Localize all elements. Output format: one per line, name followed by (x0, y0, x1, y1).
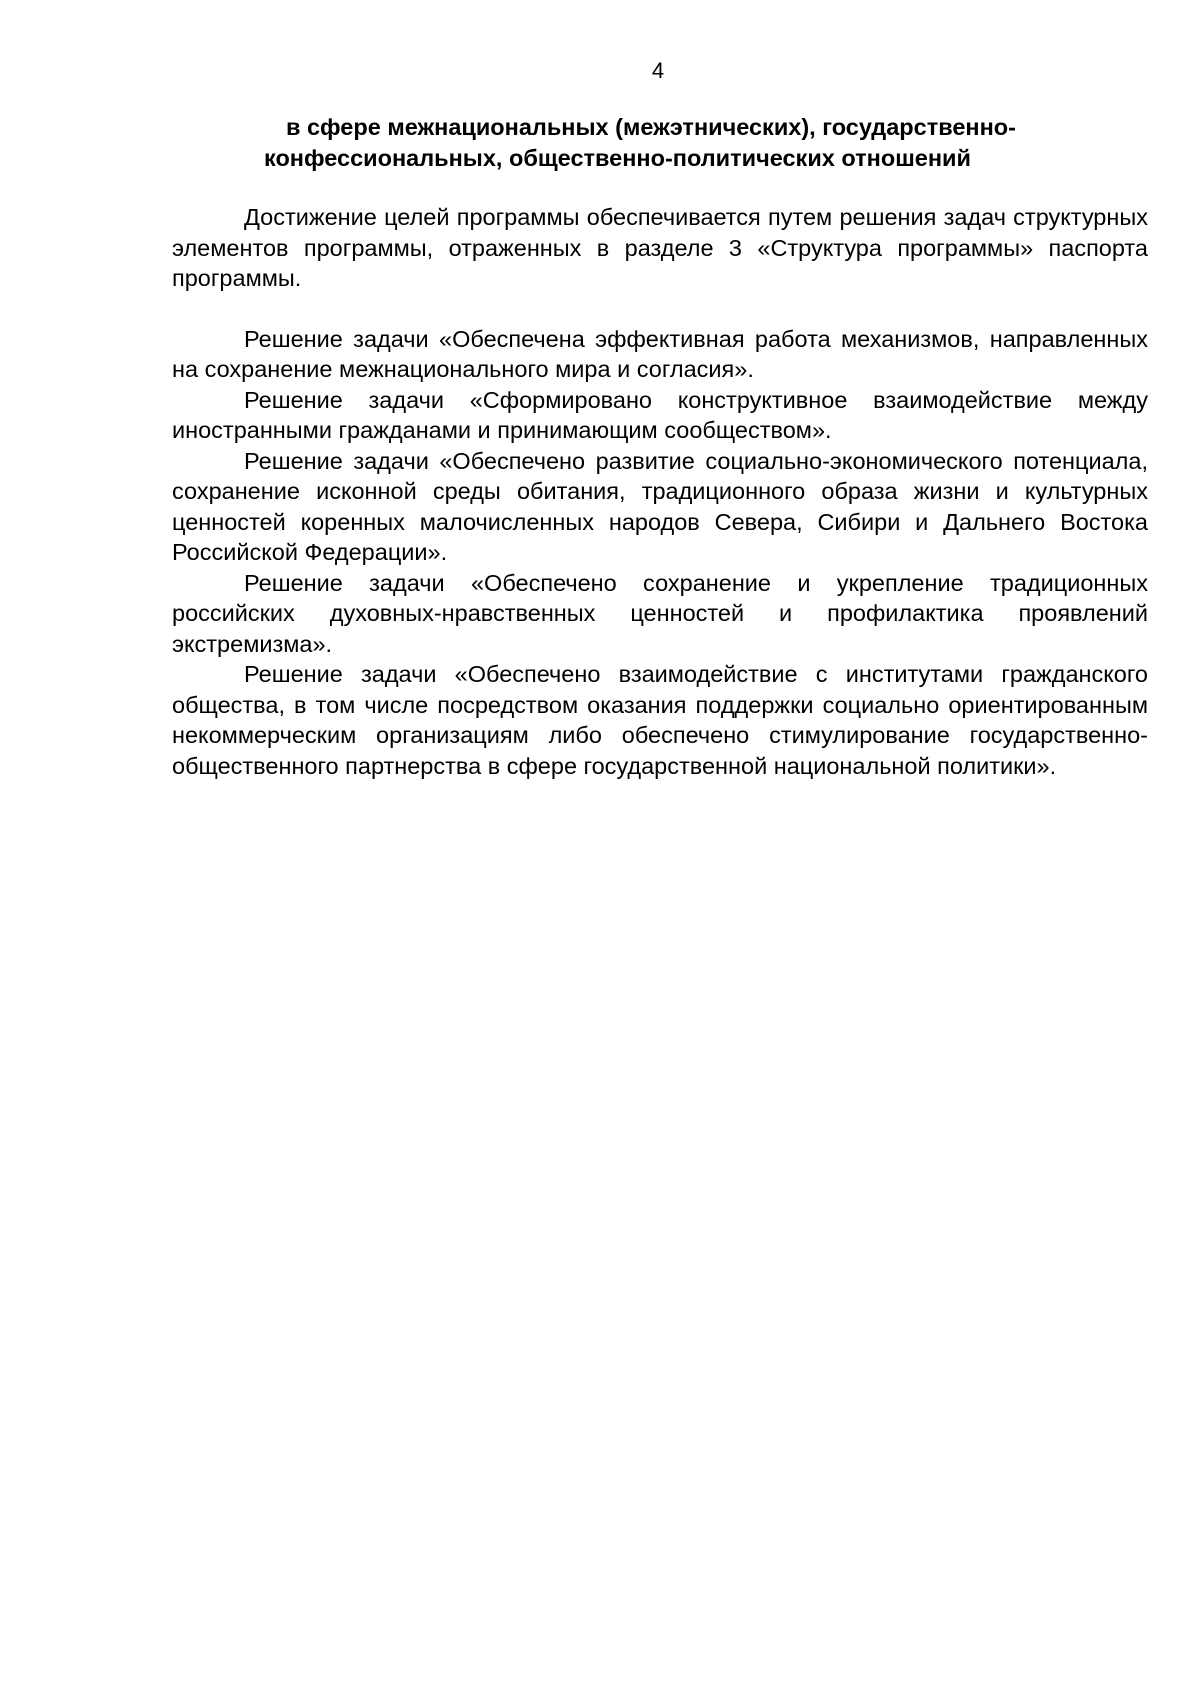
section-heading (172, 112, 1148, 174)
document-body (172, 112, 1148, 781)
task-paragraph-1: Решение задачи «Обеспечена эффективная работа механизмов, направленных на сохранение межнационального мира и согласия». (172, 325, 1148, 382)
task-paragraph-5: Решение задачи «Обеспечено взаимодействие с институтами гражданского общества, в том числе посредством оказания поддержки социально ориентированным некоммерческим организациям либо обеспечено стимулирование государственно-общественного партнерства в сфере государственной национальной политики». (172, 661, 1148, 779)
section-heading-line-2: конфессиональных, общественно-политических отношений (264, 145, 971, 171)
intro-paragraph: Достижение целей программы обеспечивается путем решения задач структурных элементов программы, отраженных в разделе 3 «Структура программы» паспорта программы. (172, 204, 1148, 291)
task-paragraph-3: Решение задачи «Обеспечено развитие социально-экономического потенциала, сохранение исконной среды обитания, традиционного образа жизни и культурных ценностей коренных малочисленных народов Севера, Сибири и Дальнего Востока Российской Федерации». (172, 447, 1148, 565)
section-heading-line-1: в сфере межнациональных (межэтнических), государственно- (286, 114, 1016, 140)
page-number: 4 (651, 58, 665, 83)
task-paragraph-4: Решение задачи «Обеспечено сохранение и укрепление традиционных российских духовных-нравственных ценностей и профилактика проявлений экстремизма». (172, 569, 1148, 657)
task-paragraph-2: Решение задачи «Сформировано конструктивное взаимодействие между иностранными гражданами и принимающим сообществом». (172, 386, 1148, 443)
